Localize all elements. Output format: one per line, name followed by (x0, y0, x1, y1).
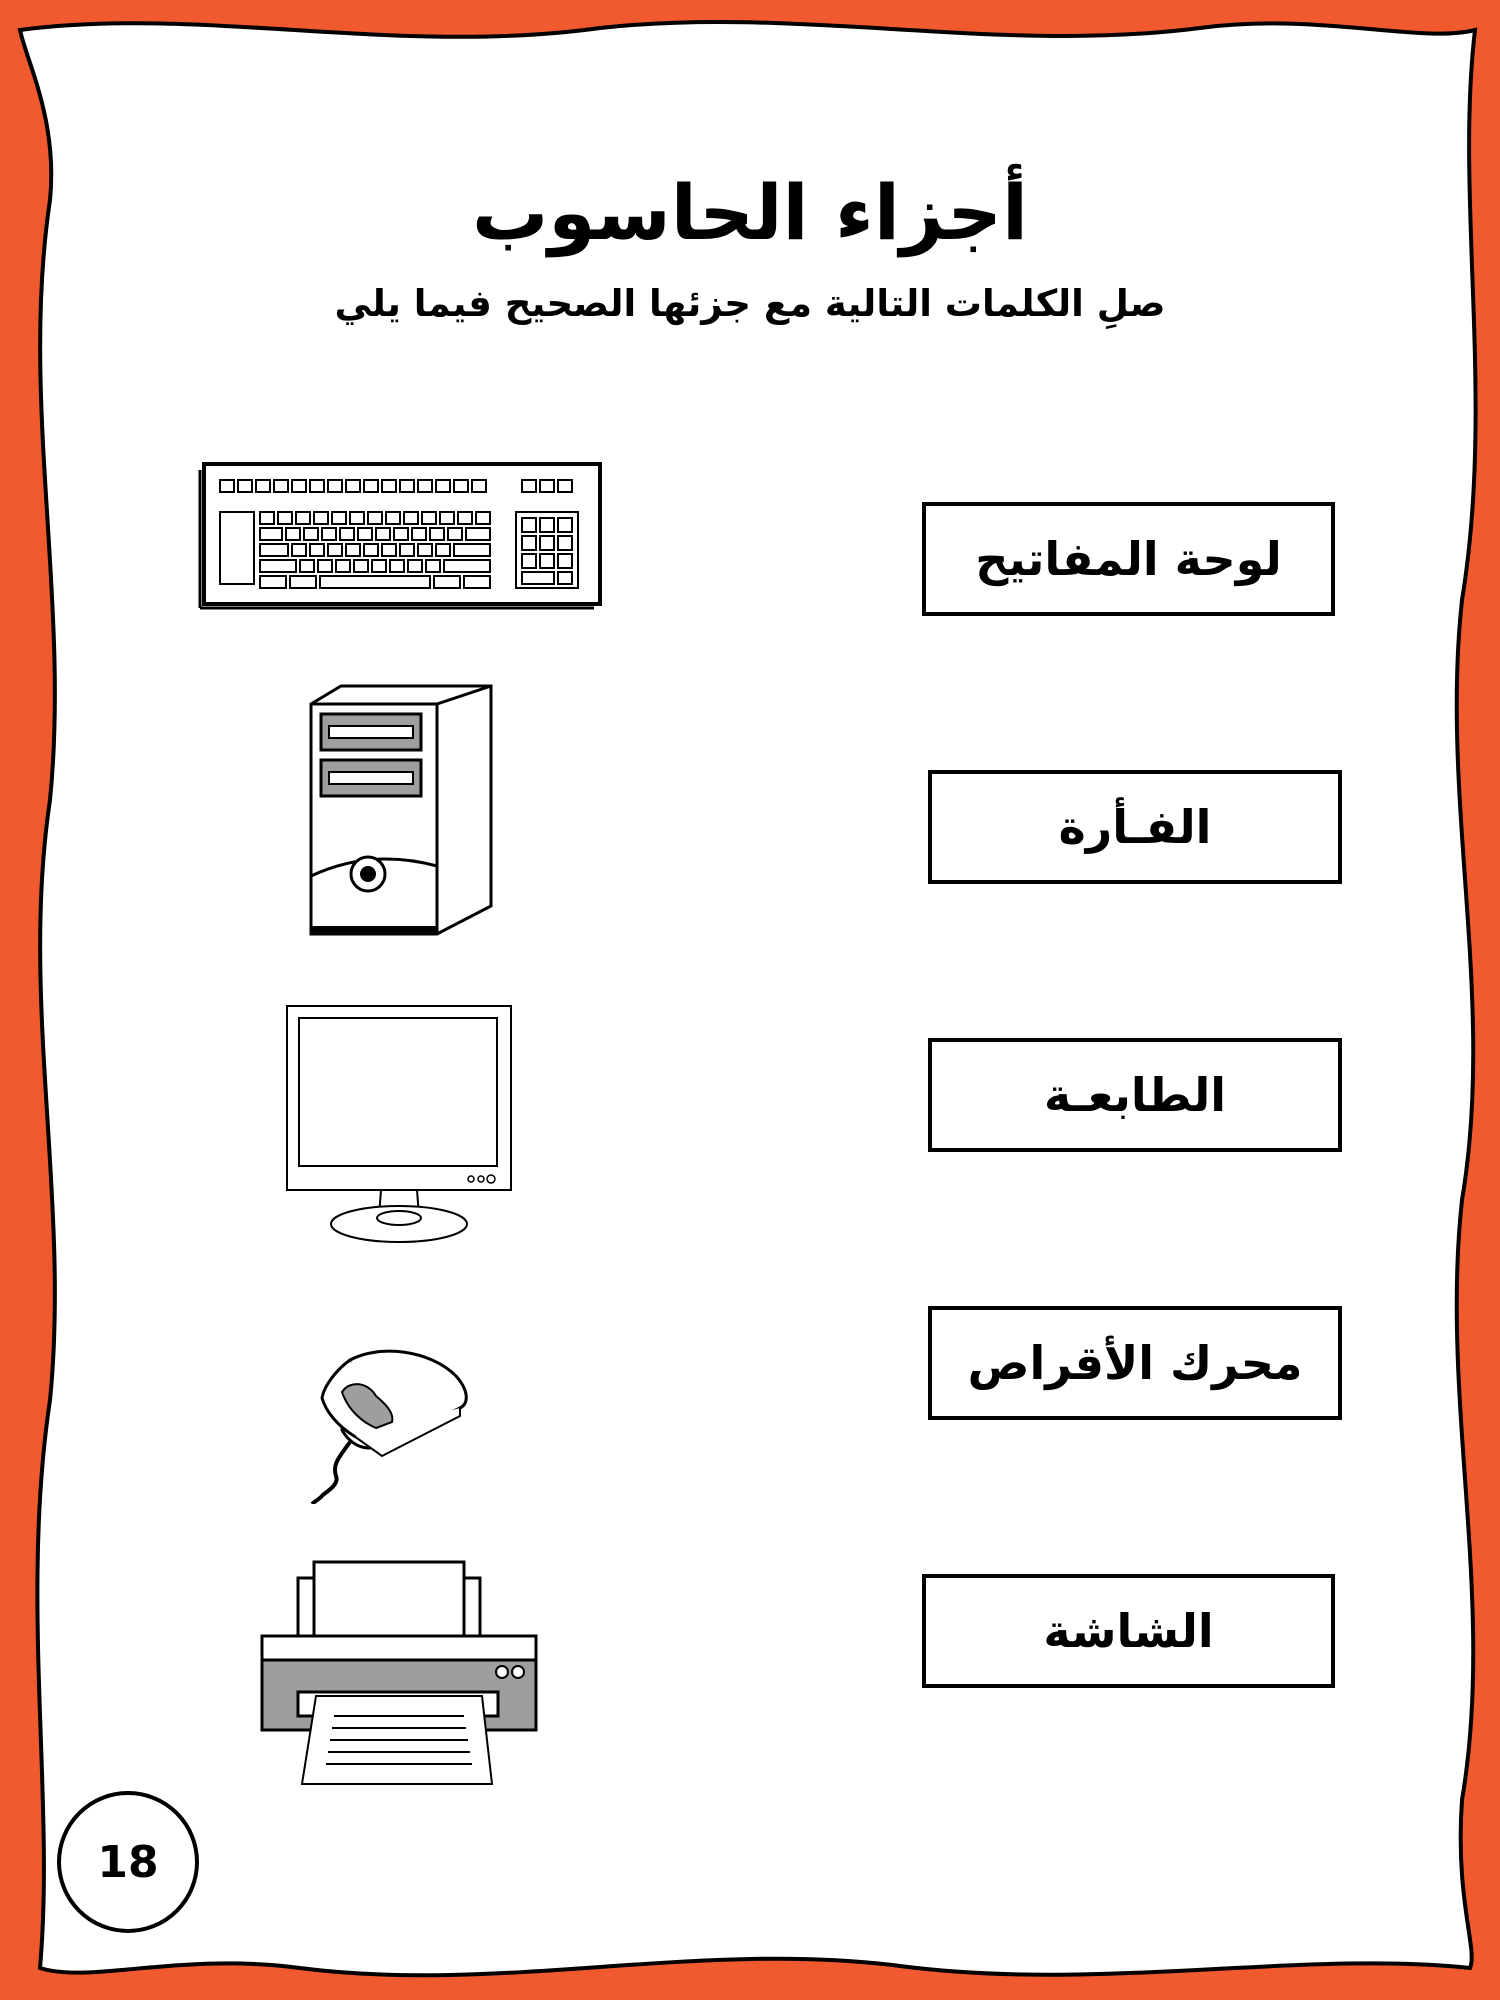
monitor-icon[interactable] (283, 1002, 515, 1246)
worksheet-title: أجزاء الحاسوب (471, 168, 1029, 257)
word-box-keyboard[interactable]: لوحة المفاتيح (922, 502, 1335, 616)
word-box-monitor[interactable]: الشاشة (922, 1574, 1335, 1688)
keyboard-icon[interactable] (198, 460, 606, 612)
word-box-printer[interactable]: الطابعـة (928, 1038, 1342, 1152)
page-number: 18 (57, 1791, 199, 1933)
mouse-icon[interactable] (310, 1346, 490, 1504)
word-box-disk-drive[interactable]: محرك الأقراص (928, 1306, 1342, 1420)
word-box-mouse[interactable]: الفـأرة (928, 770, 1342, 884)
worksheet-instruction: صلِ الكلمات التالية مع جزئها الصحيح فيما يلي (334, 282, 1166, 325)
printer-icon[interactable] (258, 1556, 540, 1788)
computer-tower-icon[interactable] (305, 680, 497, 938)
